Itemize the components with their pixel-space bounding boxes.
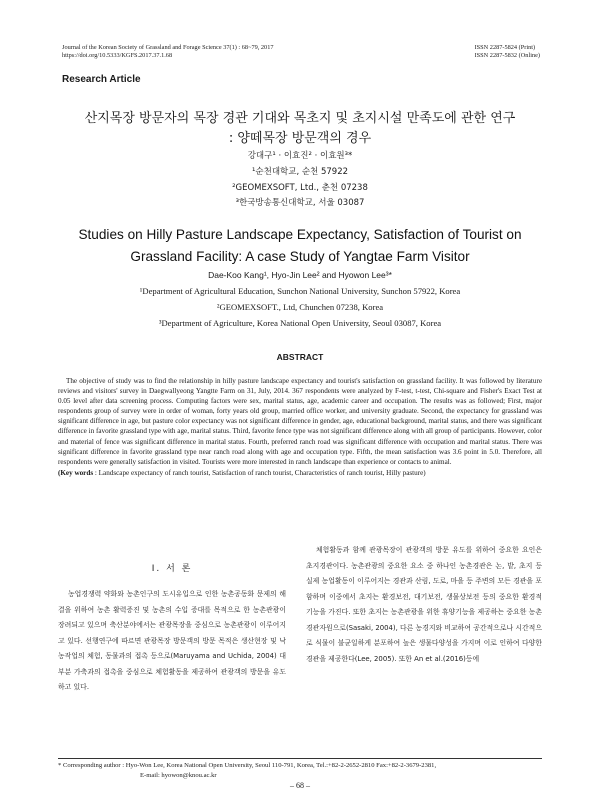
article-type-label: Research Article — [62, 74, 141, 85]
keywords-label: (Key words — [58, 468, 94, 477]
intro-left-column — [58, 563, 286, 696]
korean-affiliation-3: ³한국방송통신대학교, 서울 03087 — [235, 198, 365, 208]
footnote-line1: * Corresponding author : Hyo-Won Lee, Korea National Open University, Seoul 110-791, Korea, Tel.:+82-2-2652-2810 Fax:+82-2-3679-2381, — [58, 762, 437, 769]
english-title-line2: Grassland Facility: A case Study of Yangtae Farm Visitor — [130, 249, 470, 264]
issn-online: ISSN 2287-5832 (Online) — [474, 52, 540, 59]
abstract-heading: ABSTRACT — [276, 352, 324, 362]
english-affiliation-2: ²GEOMEXSOFT., Ltd, Chunchen 07238, Korea — [216, 302, 384, 312]
journal-header — [62, 44, 274, 60]
english-authors: Dae-Koo Kang¹, Hyo-Jin Lee² and Hyowon Lee³* — [208, 270, 392, 280]
footnote-divider — [58, 758, 542, 759]
issn-print: ISSN 2287-5824 (Print) — [474, 44, 536, 51]
english-affiliation-3: ³Department of Agriculture, Korea National Open University, Seoul 03087, Korea — [158, 318, 442, 328]
corresponding-author-footnote — [58, 761, 542, 781]
english-affiliation-1: ¹Department of Agricultural Education, Sunchon National University, Sunchon 57922, Korea — [139, 286, 461, 296]
abstract-text: The objective of study was to find the relationship in hilly pasture landscape expectancy and tourist's satisfaction on grassland facility. It was followed by literature reviews and visitors' survey in Daegwallyeong Yangtte Farm on 31, July, 2014. 367 respondents were analyzed by F-test, t-test, Chi-square and Fisher's Exact Test at 0.05 level after data screening process. Computing factors were sex, marital status, age, academic career and occupation. The results was as followed; First, major respondents group of survey were in order of woman, forty years old group, married office worker, and university graduate. Second, the expectancy for grassland was significant difference in age, but pasture color expectancy was not significant difference in gender, age, educational background, marital status, and there was significant difference in favorite grassland type with age, marital status. Third, favorite fence type was not significant difference along with all group of participants. However, color and material of fence was significant difference in marital status. Fourth, preferred ranch road was significant difference with occupation and marital status. There was significant difference in favorite grassland type near ranch road along with age and occupation type. Fifth, the mean satisfaction was 3.6 point in 5.0. Therefore, all respondents were generally satisfaction in visited. Tourists were more interested in ranch landscape than experience or contacts to animal. — [58, 377, 542, 466]
intro-left-paragraph: 농업경쟁력 약화와 농촌인구의 도시유입으로 인한 농촌공동화 문제의 해결을 위하여 농촌 활력증진 및 농촌의 수입 증대를 목적으로 한 농촌관광이 장려되고 있으며 축산분야에서는 관광목장을 중심으로 농촌관광이 이루어지고 있다. 선행연구에 따르면 관광목장 방문객의 방문 목적은 생산현장 및 낙농작업의 체험, 동물과의 접촉 등으로(Maruyama and Uchida, 2004) 대부분 가축과의 접촉을 중심으로 체험활동을 제공하여 관광객의 방문을 유도하고 있다. — [58, 590, 286, 691]
keywords — [58, 468, 542, 478]
abstract-body — [58, 376, 542, 478]
korean-affiliation-2: ²GEOMEXSOFT, Ltd., 춘천 07238 — [232, 183, 368, 193]
introduction-heading: Ⅰ. 서 론 — [151, 564, 193, 574]
korean-affiliation-1: ¹순천대학교, 순천 57922 — [251, 167, 349, 177]
korean-title-line1: 산지목장 방문자의 목장 경관 기대와 목초지 및 초지시설 만족도에 관한 연구 — [84, 111, 516, 126]
korean-authors: 강대구¹ · 이효진² · 이효원³* — [247, 151, 353, 161]
footnote-email[interactable]: E-mail: hyowon@knou.ac.kr — [140, 771, 217, 779]
intro-right-paragraph: 체험활동과 함께 관광목장이 관광객의 방문 유도를 위하여 중요한 요인은 초지경관이다. 농촌관광의 중요한 요소 중 하나인 농촌경관은 논, 밭, 초지 등 실제 농업활동이 이루어지는 경관과 산림, 도로, 마을 등 주변의 모든 경관을 포함하며 이중에서 초지는 환경보전, 대기보전, 생물상보전 등의 중요한 환경적 기능을 가진다. 또한 초지는 농촌관광을 위한 휴양기능을 제공하는 중요한 농촌경관자원으로(Sasaki, 2004), 다른 농경지와 비교하여 공간적으로나 시간적으로 식물이 불균일하게 분포하여 높은 생물다양성을 가지며 이로 인하여 다양한 경관을 제공한다(Lee, 2005). 또한 An et al.(2016)등에 — [306, 546, 542, 663]
issn-block — [475, 44, 540, 60]
english-title-line1: Studies on Hilly Pasture Landscape Expectancy, Satisfaction of Tourist on — [78, 227, 522, 242]
korean-title-line2: : 양떼목장 방문객의 경우 — [228, 131, 372, 146]
journal-citation: Journal of the Korean Society of Grassland and Forage Science 37(1) : 68~79, 2017 — [62, 44, 274, 51]
page-number: – 68 – — [290, 781, 310, 790]
intro-right-column — [306, 543, 542, 667]
doi-link[interactable]: https://doi.org/10.5333/KGFS.2017.37.1.68 — [62, 52, 173, 59]
keywords-text: : Landscape expectancy of ranch tourist, Satisfaction of ranch tourist, Characteristics of ranch tourist, Hilly pasture) — [93, 468, 426, 477]
